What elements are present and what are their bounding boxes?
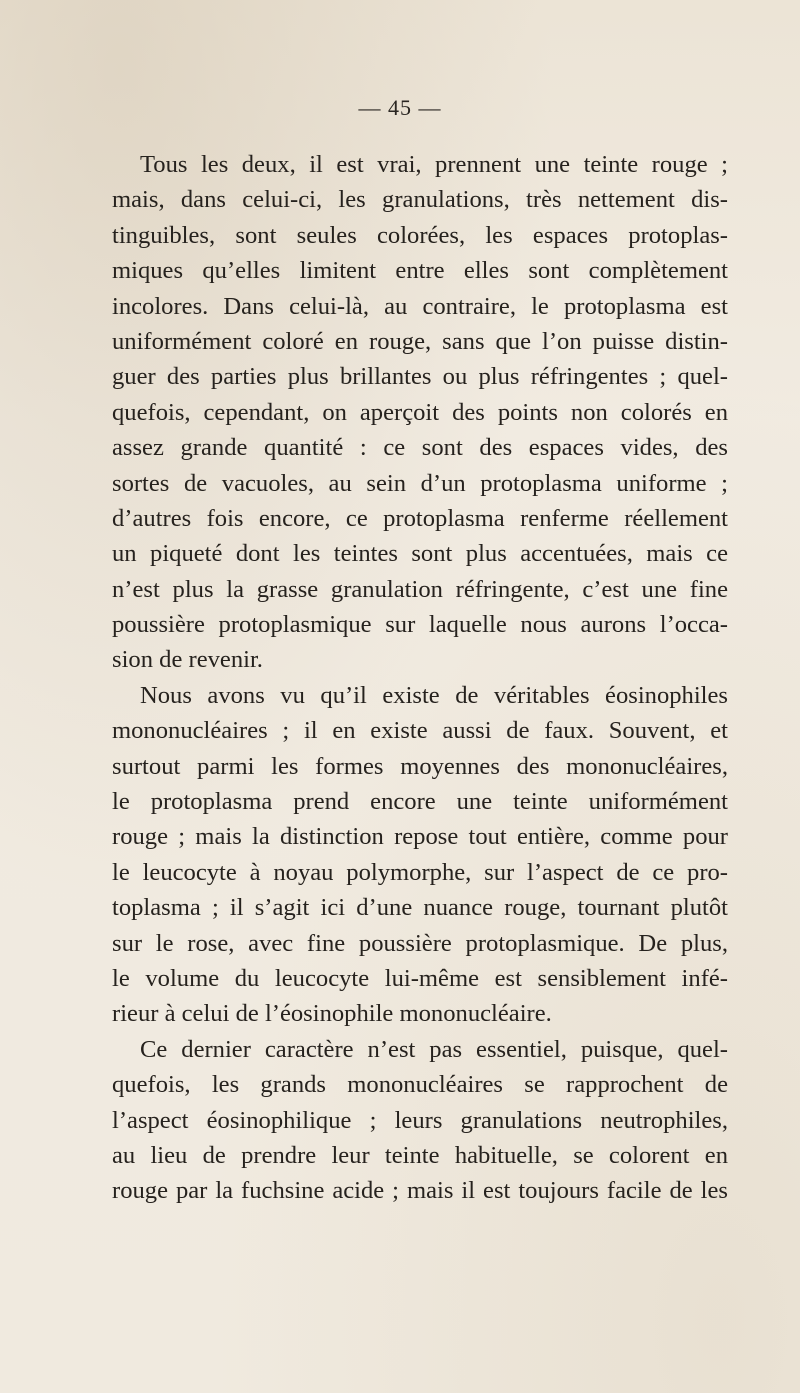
text-line: incolores. Dans celui-là, au contraire, le protoplasma est <box>112 292 728 320</box>
text-line: rieur à celui de l’éosinophile mononucléaire. <box>112 1000 552 1028</box>
text-line: un piqueté dont les teintes sont plus accentuées, mais ce <box>112 540 728 568</box>
text-line: d’autres fois encore, ce protoplasma renferme réellement <box>112 504 728 532</box>
text-line: le volume du leucocyte lui-même est sensiblement infé- <box>112 964 728 992</box>
text-line: sortes de vacuoles, au sein d’un protoplasma uniforme ; <box>112 469 728 497</box>
text-line: mononucléaires ; il en existe aussi de faux. Souvent, et <box>112 717 728 745</box>
text-line: toplasma ; il s’agit ici d’une nuance rouge, tournant plutôt <box>112 894 728 922</box>
text-line: poussière protoplasmique sur laquelle nous aurons l’occa- <box>112 611 728 639</box>
text-line: quefois, les grands mononucléaires se rapprochent de <box>112 1071 728 1099</box>
text-line: Ce dernier caractère n’est pas essentiel, puisque, quel- <box>140 1035 728 1063</box>
page-number: — 45 — <box>358 95 442 120</box>
body-text <box>112 147 728 1209</box>
text-line: uniformément coloré en rouge, sans que l’on puisse distin- <box>112 327 728 355</box>
text-line: au lieu de prendre leur teinte habituelle, se colorent en <box>112 1141 728 1169</box>
text-line: sur le rose, avec fine poussière protoplasmique. De plus, <box>112 929 728 957</box>
text-line: quefois, cependant, on aperçoit des points non colorés en <box>112 398 728 426</box>
text-line: rouge ; mais la distinction repose tout entière, comme pour <box>112 823 728 851</box>
text-line: Nous avons vu qu’il existe de véritables éosinophiles <box>140 681 728 709</box>
text-line: sion de revenir. <box>112 646 263 674</box>
text-line: Tous les deux, il est vrai, prennent une teinte rouge ; <box>140 151 728 178</box>
text-line: mais, dans celui-ci, les granulations, très nettement dis- <box>112 186 728 214</box>
text-line: assez grande quantité : ce sont des espaces vides, des <box>112 434 728 462</box>
text-line: l’aspect éosinophilique ; leurs granulations neutrophiles, <box>112 1106 728 1134</box>
text-line: le leucocyte à noyau polymorphe, sur l’aspect de ce pro- <box>112 858 728 886</box>
text-line: n’est plus la grasse granulation réfringente, c’est une fine <box>112 575 728 603</box>
text-line: le protoplasma prend encore une teinte uniformément <box>112 788 728 816</box>
text-line: guer des parties plus brillantes ou plus réfringentes ; quel- <box>112 363 728 391</box>
text-line: surtout parmi les formes moyennes des mononucléaires, <box>112 752 728 780</box>
text-line: rouge par la fuchsine acide ; mais il est toujours facile de les <box>112 1177 728 1205</box>
text-line: miques qu’elles limitent entre elles sont complètement <box>112 257 728 285</box>
text-line: tinguibles, sont seules colorées, les espaces protoplas- <box>112 221 728 249</box>
